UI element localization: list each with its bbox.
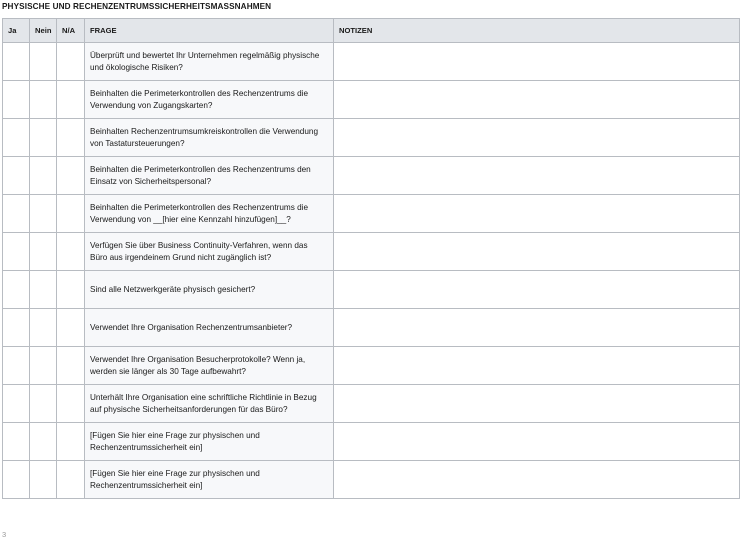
notes-cell[interactable] xyxy=(334,347,740,385)
table-header-row xyxy=(3,19,740,43)
question-cell: Beinhalten die Perimeterkontrollen des Rechenzentrums die Verwendung von Zugangskarten? xyxy=(85,81,334,119)
notes-cell[interactable] xyxy=(334,271,740,309)
answer-cell-na[interactable] xyxy=(57,119,85,157)
answer-cell-nein[interactable] xyxy=(30,461,57,499)
notes-cell[interactable] xyxy=(334,195,740,233)
table-row xyxy=(3,347,740,385)
question-cell: Unterhält Ihre Organisation eine schriftliche Richtlinie in Bezug auf physische Sicherheitsanforderungen für das Büro? xyxy=(85,385,334,423)
notes-cell[interactable] xyxy=(334,461,740,499)
answer-cell-na[interactable] xyxy=(57,43,85,81)
answer-cell-na[interactable] xyxy=(57,385,85,423)
answer-cell-ja[interactable] xyxy=(3,461,30,499)
notes-cell[interactable] xyxy=(334,385,740,423)
answer-cell-na[interactable] xyxy=(57,233,85,271)
answer-cell-ja[interactable] xyxy=(3,347,30,385)
answer-cell-na[interactable] xyxy=(57,81,85,119)
answer-cell-ja[interactable] xyxy=(3,43,30,81)
answer-cell-nein[interactable] xyxy=(30,81,57,119)
question-cell: Verfügen Sie über Business Continuity-Verfahren, wenn das Büro aus irgendeinem Grund nicht zugänglich ist? xyxy=(85,233,334,271)
answer-cell-nein[interactable] xyxy=(30,271,57,309)
question-cell: Sind alle Netzwerkgeräte physisch gesichert? xyxy=(85,271,334,309)
page-title: PHYSISCHE UND RECHENZENTRUMSSICHERHEITSMASSNAHMEN xyxy=(2,2,272,11)
answer-cell-ja[interactable] xyxy=(3,233,30,271)
table-row xyxy=(3,81,740,119)
header-nein: Nein xyxy=(30,19,57,43)
question-cell: Beinhalten die Perimeterkontrollen des Rechenzentrums den Einsatz von Sicherheitspersonal? xyxy=(85,157,334,195)
answer-cell-nein[interactable] xyxy=(30,119,57,157)
answer-cell-nein[interactable] xyxy=(30,423,57,461)
table-row xyxy=(3,423,740,461)
notes-cell[interactable] xyxy=(334,423,740,461)
answer-cell-ja[interactable] xyxy=(3,81,30,119)
answer-cell-ja[interactable] xyxy=(3,309,30,347)
table-row xyxy=(3,119,740,157)
header-na: N/A xyxy=(57,19,85,43)
checklist-table xyxy=(2,18,740,499)
answer-cell-na[interactable] xyxy=(57,309,85,347)
answer-cell-nein[interactable] xyxy=(30,347,57,385)
table-row xyxy=(3,195,740,233)
answer-cell-ja[interactable] xyxy=(3,119,30,157)
table-row xyxy=(3,233,740,271)
notes-cell[interactable] xyxy=(334,157,740,195)
question-cell: [Fügen Sie hier eine Frage zur physischen und Rechenzentrumssicherheit ein] xyxy=(85,423,334,461)
table-row xyxy=(3,271,740,309)
answer-cell-nein[interactable] xyxy=(30,43,57,81)
table-row xyxy=(3,385,740,423)
header-frage: FRAGE xyxy=(85,19,334,43)
answer-cell-na[interactable] xyxy=(57,461,85,499)
table-row xyxy=(3,461,740,499)
page-number: 3 xyxy=(2,530,7,539)
question-cell: Überprüft und bewertet Ihr Unternehmen regelmäßig physische und ökologische Risiken? xyxy=(85,43,334,81)
answer-cell-na[interactable] xyxy=(57,157,85,195)
answer-cell-nein[interactable] xyxy=(30,309,57,347)
question-cell: [Fügen Sie hier eine Frage zur physischen und Rechenzentrumssicherheit ein] xyxy=(85,461,334,499)
question-cell: Verwendet Ihre Organisation Besucherprotokolle? Wenn ja, werden sie länger als 30 Tage aufbewahrt? xyxy=(85,347,334,385)
table-row xyxy=(3,43,740,81)
answer-cell-ja[interactable] xyxy=(3,423,30,461)
table-row xyxy=(3,157,740,195)
answer-cell-nein[interactable] xyxy=(30,157,57,195)
notes-cell[interactable] xyxy=(334,309,740,347)
question-cell: Verwendet Ihre Organisation Rechenzentrumsanbieter? xyxy=(85,309,334,347)
answer-cell-na[interactable] xyxy=(57,347,85,385)
answer-cell-nein[interactable] xyxy=(30,385,57,423)
notes-cell[interactable] xyxy=(334,119,740,157)
notes-cell[interactable] xyxy=(334,233,740,271)
question-cell: Beinhalten die Perimeterkontrollen des Rechenzentrums die Verwendung von __[hier eine Kennzahl hinzufügen]__? xyxy=(85,195,334,233)
question-cell: Beinhalten Rechenzentrumsumkreiskontrollen die Verwendung von Tastatursteuerungen? xyxy=(85,119,334,157)
notes-cell[interactable] xyxy=(334,43,740,81)
answer-cell-ja[interactable] xyxy=(3,385,30,423)
answer-cell-na[interactable] xyxy=(57,423,85,461)
table-row xyxy=(3,309,740,347)
answer-cell-na[interactable] xyxy=(57,195,85,233)
answer-cell-nein[interactable] xyxy=(30,233,57,271)
answer-cell-na[interactable] xyxy=(57,271,85,309)
notes-cell[interactable] xyxy=(334,81,740,119)
answer-cell-ja[interactable] xyxy=(3,271,30,309)
answer-cell-ja[interactable] xyxy=(3,195,30,233)
header-notizen: NOTIZEN xyxy=(334,19,740,43)
answer-cell-ja[interactable] xyxy=(3,157,30,195)
answer-cell-nein[interactable] xyxy=(30,195,57,233)
header-ja: Ja xyxy=(3,19,30,43)
